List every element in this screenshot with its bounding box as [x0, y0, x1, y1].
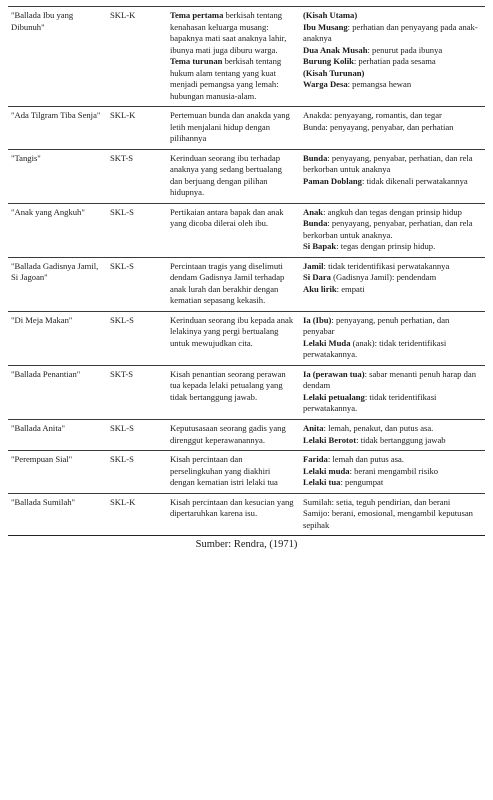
- theme-paragraph: [170, 56, 295, 102]
- bold-label: Anita: [303, 422, 324, 433]
- character-entry: [303, 392, 481, 415]
- poem-characters-cell: [299, 311, 485, 365]
- table-row: [8, 451, 485, 494]
- poem-characters-cell: [299, 451, 485, 494]
- character-entry: [303, 153, 481, 176]
- entry-text: : perhatian dan penyayang pada anak-anaknya: [303, 21, 478, 44]
- poem-code-cell: SKL-K: [108, 107, 166, 150]
- poem-theme-cell: [166, 149, 299, 203]
- bold-label: Paman Doblang: [303, 175, 362, 186]
- bold-label: Aku lirik: [303, 283, 337, 294]
- theme-paragraph: [170, 497, 295, 520]
- character-entry: [303, 241, 481, 253]
- character-entry: [303, 122, 481, 134]
- poem-title-cell: "Anak yang Angkuh": [8, 203, 108, 257]
- poem-characters-cell: [299, 257, 485, 311]
- bold-label: Si Dara: [303, 272, 331, 283]
- table-row: [8, 493, 485, 536]
- entry-text: : pemangsa hewan: [347, 79, 412, 90]
- poem-code-cell: SKL-S: [108, 419, 166, 450]
- bold-label: Lelaki Berotot: [303, 434, 357, 445]
- poem-title-cell: "Ada Tilgram Tiba Senja": [8, 107, 108, 150]
- table-row: [8, 107, 485, 150]
- entry-text: berkisah tentang hukum alam tentang yang kuat menjadi pemangsa yang lemah: hubungan manusia-alam.: [170, 56, 282, 101]
- table-row: [8, 203, 485, 257]
- poem-characters-cell: [299, 7, 485, 107]
- entry-text: : pengumpat: [340, 477, 384, 488]
- poem-code-cell: SKT-S: [108, 365, 166, 419]
- poem-code-cell: SKT-S: [108, 149, 166, 203]
- character-entry: [303, 261, 481, 273]
- entry-text: : empati: [336, 283, 365, 294]
- entry-text: Kisah percintaan dan kesucian yang dipertaruhkan karena isu.: [170, 496, 294, 519]
- poem-theme-cell: [166, 107, 299, 150]
- bold-label: Lelaki tua: [303, 477, 341, 488]
- poem-title-cell: "Perempuan Sial": [8, 451, 108, 494]
- character-entry: [303, 477, 481, 489]
- poem-title-cell: "Ballada Ibu yang Dibunuh": [8, 7, 108, 107]
- entry-text: : tidak teridentifikasi perwatakannya.: [303, 391, 437, 414]
- character-entry: [303, 176, 481, 188]
- bold-label: (Kisah Utama): [303, 10, 358, 20]
- entry-text: Pertemuan bunda dan anakda yang letih menjalani hidup dengan pilihannya: [170, 110, 290, 144]
- poem-code-cell: SKL-S: [108, 257, 166, 311]
- entry-text: Keputusasaan seorang gadis yang direnggut keperawanannya.: [170, 422, 286, 445]
- entry-text: Samijo: berani, emosional, mengambil keputusan sepihak: [303, 508, 473, 530]
- entry-text: : penurut pada ibunya: [367, 44, 443, 55]
- entry-text: Sumilah: setia, teguh pendirian, dan berani: [303, 496, 451, 507]
- entry-text: Bunda: penyayang, penyabar, dan perhatian: [303, 121, 454, 132]
- entry-text: (Gadisnya Jamil): pendendam: [330, 272, 437, 283]
- character-entry: [303, 56, 481, 68]
- bold-label: Ia (Ibu): [303, 314, 332, 325]
- character-entry: [303, 68, 481, 80]
- bold-label: Burung Kolik: [303, 56, 354, 67]
- poem-title-cell: "Ballada Sumilah": [8, 493, 108, 536]
- entry-text: : tidak dikenali perwatakannya: [361, 175, 468, 186]
- poem-title-cell: "Ballada Penantian": [8, 365, 108, 419]
- poem-characters-cell: [299, 149, 485, 203]
- poem-characters-cell: [299, 419, 485, 450]
- character-entry: [303, 466, 481, 478]
- entry-text: : lemah dan putus asa.: [327, 454, 404, 465]
- table-source-caption: Sumber: Rendra, (1971): [195, 539, 298, 551]
- character-entry: [303, 369, 481, 392]
- character-entry: [303, 423, 481, 435]
- poem-theme-cell: [166, 365, 299, 419]
- entry-text: (anak): tidak teridentifikasi perwatakannya.: [303, 337, 447, 360]
- poem-characters-cell: [299, 107, 485, 150]
- bold-label: Anak: [303, 206, 324, 217]
- entry-text: : perhatian pada sesama: [353, 56, 436, 67]
- character-entry: [303, 497, 481, 509]
- bold-label: Bunda: [303, 152, 328, 163]
- table-row: [8, 257, 485, 311]
- poem-title-cell: "Tangis": [8, 149, 108, 203]
- entry-text: Kerinduan seorang ibu terhadap anaknya yang sedang bertualang dan berjuang dengan pilihan hidupnya.: [170, 152, 282, 198]
- bold-label: Bunda: [303, 218, 328, 229]
- entry-text: Percintaan tragis yang diselimuti dendam Gadisnya Jamil terhadap anak lurah dan berakhir dengan kematian sepasang kekasih.: [170, 260, 285, 306]
- entry-text: : berani mengambil risiko: [349, 465, 439, 476]
- character-entry: [303, 22, 481, 45]
- theme-paragraph: [170, 454, 295, 489]
- theme-paragraph: [170, 261, 295, 307]
- poem-code-cell: SKL-S: [108, 311, 166, 365]
- entry-text: Pertikaian antara bapak dan anak yang dicoba dilerai oleh ibu.: [170, 206, 284, 229]
- poem-code-cell: SKL-S: [108, 203, 166, 257]
- poem-theme-cell: [166, 451, 299, 494]
- poem-code-cell: SKL-K: [108, 493, 166, 536]
- bold-label: Lelaki petualang: [303, 391, 365, 402]
- table-row: [8, 149, 485, 203]
- character-entry: [303, 435, 481, 447]
- character-entry: [303, 272, 481, 284]
- bold-label: Tema pertama: [170, 10, 224, 20]
- poem-code-cell: SKL-S: [108, 451, 166, 494]
- theme-paragraph: [170, 315, 295, 350]
- character-entry: [303, 315, 481, 338]
- poem-title-cell: "Di Meja Makan": [8, 311, 108, 365]
- theme-paragraph: [170, 153, 295, 199]
- bold-label: Ia (perawan tua): [303, 368, 365, 379]
- bold-label: Dua Anak Musah: [303, 44, 368, 55]
- poem-theme-cell: [166, 419, 299, 450]
- entry-text: Kerinduan seorang ibu kepada anak lelakinya yang pergi bertualang untuk mewujudkan cita.: [170, 314, 294, 348]
- poem-code-cell: SKL-K: [108, 7, 166, 107]
- character-entry: [303, 207, 481, 219]
- entry-text: : angkuh dan tegas dengan prinsip hidup: [323, 206, 462, 217]
- table-row: [8, 7, 485, 107]
- entry-text: Kisah penantian seorang perawan tua kepada lelaki petualang yang tidak bertanggung jawab.: [170, 368, 286, 402]
- bold-label: Lelaki muda: [303, 465, 350, 476]
- entry-text: Kisah percintaan dan perselingkuhan yang diakhiri dengan kematian istri lelaki tua: [170, 454, 278, 488]
- poem-theme-cell: [166, 257, 299, 311]
- character-entry: [303, 110, 481, 122]
- table-row: [8, 365, 485, 419]
- character-entry: [303, 508, 481, 531]
- poem-title-cell: "Ballada Gadisnya Jamil, Si Jagoan": [8, 257, 108, 311]
- entry-text: : penyayang, penyabar, perhatian, dan rela berkorban untuk anaknya.: [303, 218, 473, 240]
- bold-label: Ibu Musang: [303, 21, 348, 32]
- entry-text: : tegas dengan prinsip hidup.: [336, 241, 436, 252]
- bold-label: Farida: [303, 454, 328, 465]
- bold-label: Tema turunan: [170, 56, 223, 67]
- poem-theme-cell: [166, 311, 299, 365]
- entry-text: : tidak teridentifikasi perwatakannya: [323, 260, 450, 271]
- bold-label: Warga Desa: [303, 79, 348, 90]
- character-entry: [303, 338, 481, 361]
- entry-text: Anakda: penyayang, romantis, dan tegar: [303, 110, 442, 121]
- table-row: [8, 419, 485, 450]
- bold-label: (Kisah Turunan): [303, 67, 365, 78]
- character-entry: [303, 284, 481, 296]
- entry-text: berkisah tentang kenahasan keluarga musang: bapaknya mati saat anaknya lahir, ibunya mati juga diburu warga.: [170, 10, 287, 55]
- character-entry: [303, 45, 481, 57]
- poem-theme-cell: [166, 493, 299, 536]
- theme-paragraph: [170, 110, 295, 145]
- theme-paragraph: [170, 369, 295, 404]
- theme-paragraph: [170, 10, 295, 56]
- table-body: [8, 7, 485, 536]
- character-entry: [303, 79, 481, 91]
- entry-text: : sabar menanti penuh harap dan dendam: [303, 368, 477, 391]
- entry-text: : lemah, penakut, dan putus asa.: [323, 422, 434, 433]
- poem-characters-cell: [299, 365, 485, 419]
- bold-label: Lelaki Muda: [303, 337, 351, 348]
- poem-theme-cell: [166, 203, 299, 257]
- theme-paragraph: [170, 423, 295, 446]
- poem-title-cell: "Ballada Anita": [8, 419, 108, 450]
- character-entry: [303, 454, 481, 466]
- entry-text: : penyayang, penuh perhatian, dan penyabar: [303, 314, 450, 337]
- bold-label: Si Bapak: [303, 241, 337, 252]
- bold-label: Jamil: [303, 260, 324, 271]
- poem-characters-cell: [299, 493, 485, 536]
- poem-theme-cell: [166, 7, 299, 107]
- poem-analysis-table: [8, 6, 485, 536]
- character-entry: [303, 10, 481, 22]
- theme-paragraph: [170, 207, 295, 230]
- character-entry: [303, 218, 481, 241]
- entry-text: : penyayang, penyabar, perhatian, dan rela berkorban untuk anaknya: [303, 152, 473, 175]
- table-row: [8, 311, 485, 365]
- entry-text: : tidak bertanggung jawab: [356, 434, 446, 445]
- poem-characters-cell: [299, 203, 485, 257]
